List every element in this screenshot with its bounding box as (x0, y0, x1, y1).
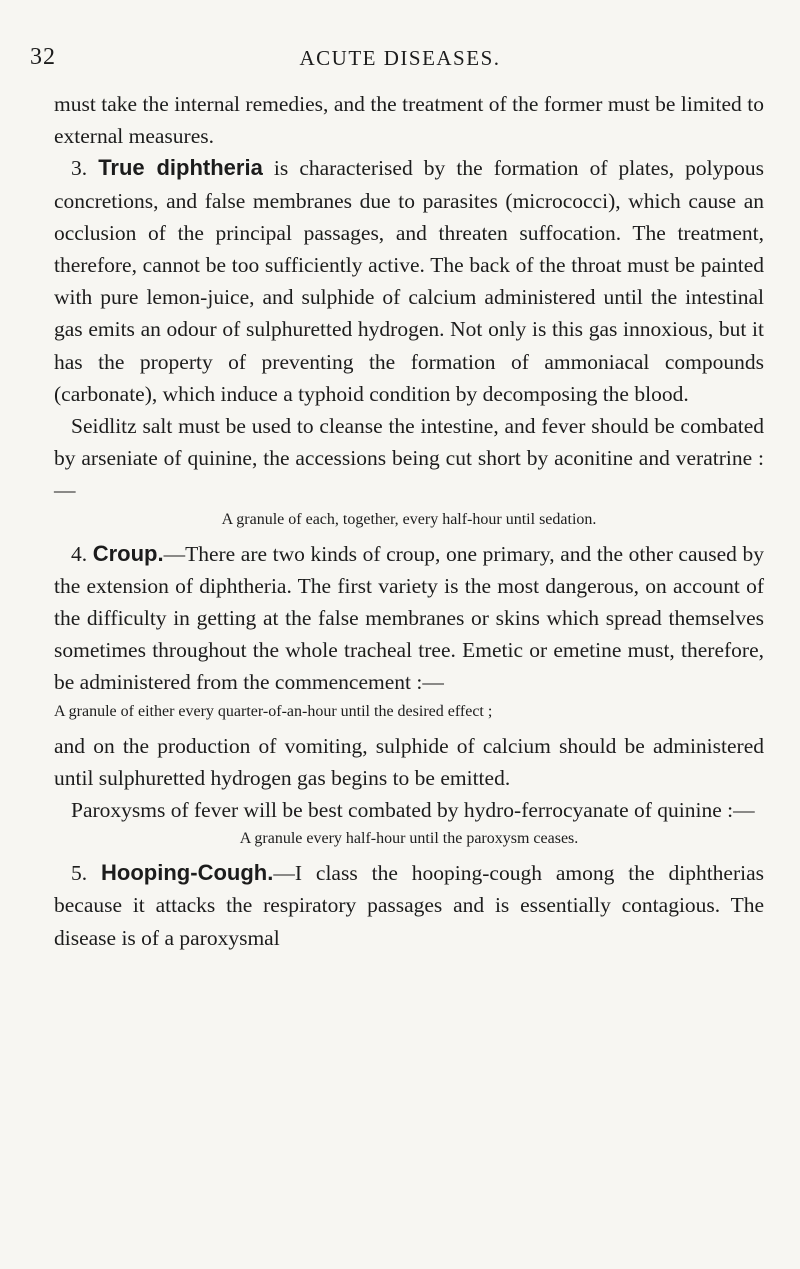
section-heading: Croup. (92, 540, 164, 566)
section-heading: Hooping-Cough. (101, 860, 274, 886)
section-hooping-cough (54, 857, 764, 954)
section-heading: True diphtheria (98, 155, 263, 181)
paragraph-continued: must take the internal remedies, and the treatment of the former must be limited to external measures. (54, 92, 764, 149)
section-croup (54, 538, 764, 699)
section-number: 3. (71, 156, 88, 181)
dosage-note: A granule of either every quarter-of-an-hour until the desired effect ; (54, 702, 493, 720)
paragraph-paroxysms: Paroxysms of fever will be best combated by hydro-ferrocyanate of quinine :— (71, 798, 755, 823)
paragraph-seidlitz: Seidlitz salt must be used to cleanse the intestine, and fever should be combated by arseniate of quinine, the accessions being cut short by aconitine and veratrine :— (54, 414, 764, 503)
section-number: 5. (71, 861, 88, 886)
body-text (54, 88, 764, 954)
section-text: —There are two kinds of croup, one primary, and the other caused by the extension of diphtheria. The first variety is the most dangerous, on account of the difficulty in getting at the false membranes or skins which spread themselves sometimes throughout the whole tracheal tree. Emetic or emetine must, therefore, be administered from the commencement :— (54, 541, 764, 695)
section-number: 4. (71, 541, 88, 566)
section-text: —I class the hooping-cough among the diphtherias because it attacks the respiratory passages and is essentially contagious. The disease is of a paroxysmal (54, 861, 765, 950)
section-true-diphtheria (54, 152, 764, 410)
running-head-title: ACUTE DISEASES. (299, 46, 501, 70)
paragraph-vomiting: and on the production of vomiting, sulphide of calcium should be administered until sulphuretted hydrogen gas begins to be emitted. (54, 733, 764, 790)
page-number: 32 (30, 44, 56, 70)
dosage-note: A granule every half-hour until the paroxysm ceases. (239, 830, 579, 848)
dosage-note: A granule of each, together, every half-hour until sedation. (221, 510, 597, 528)
running-head (0, 44, 800, 74)
section-text: is characterised by the formation of plates, polypous concretions, and false membranes due to parasites (micrococci), which cause an occlusion of the principal passages, and threaten suffocation. The treatment, therefore, cannot be too sufficiently active. The back of the throat must be painted with pure lemon-juice, and sulphide of calcium administered until the intestinal gas emits an odour of sulphuretted hydrogen. Not only is this gas innoxious, but it has the property of preventing the formation of ammoniacal compounds (carbonate), which induce a typhoid condition by decomposing the blood. (54, 156, 764, 406)
